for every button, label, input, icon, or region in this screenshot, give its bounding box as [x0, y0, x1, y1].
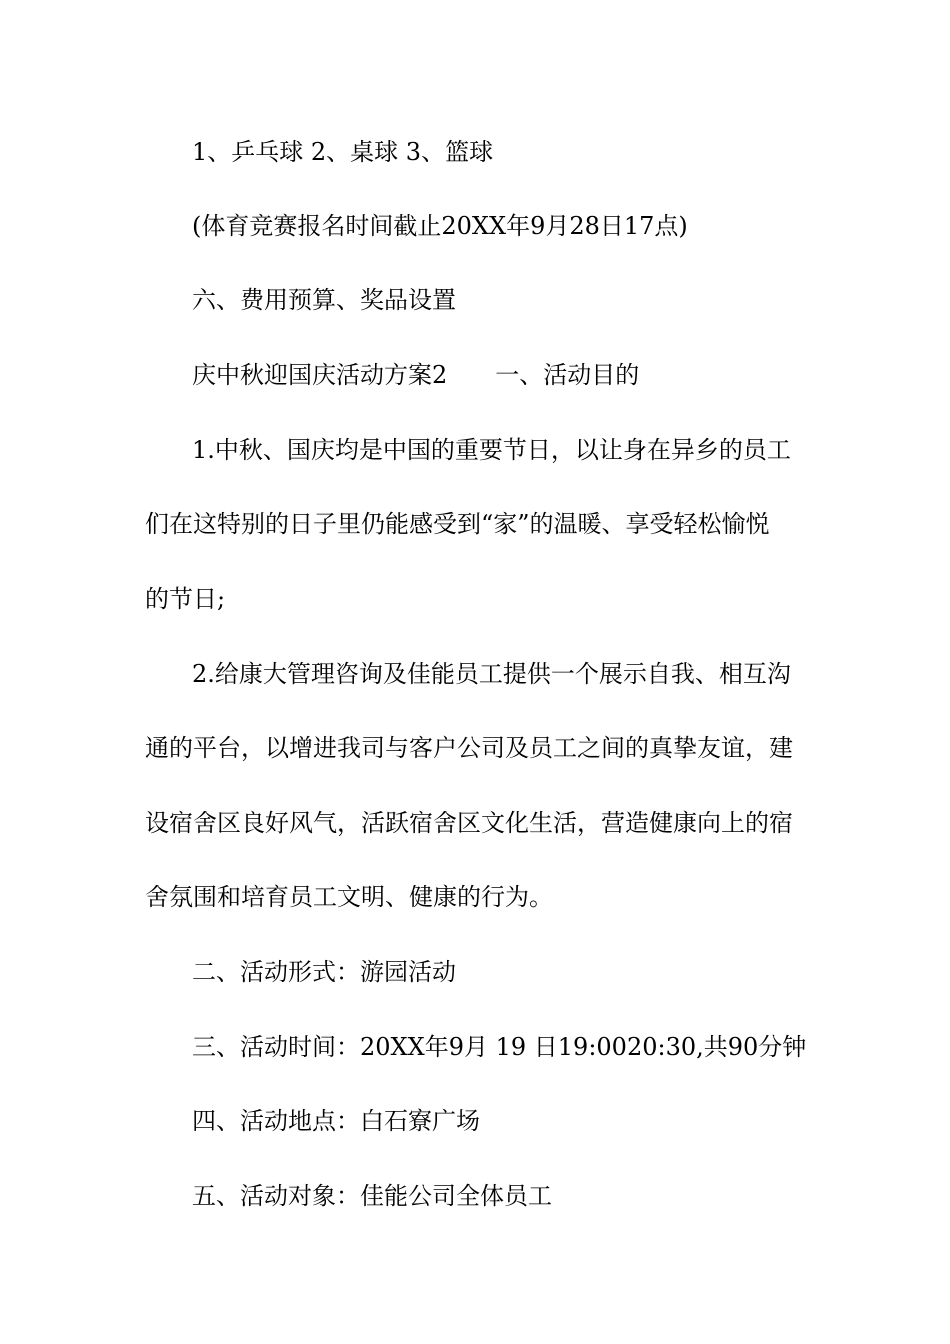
purpose-paragraph-2-line-2: 通的平台，以增进我司与客户公司及员工之间的真挚友谊，建	[145, 734, 793, 762]
purpose-paragraph-2-line-3: 设宿舍区良好风气，活跃宿舍区文化生活，营造健康向上的宿	[145, 809, 793, 837]
section-heading-budget: 六、费用预算、奖品设置	[192, 286, 456, 314]
purpose-paragraph-2-line-4: 舍氛围和培育员工文明、健康的行为。	[145, 883, 553, 911]
purpose-paragraph-2-line-1: 2.给康大管理咨询及佳能员工提供一个展示自我、相互沟	[192, 660, 791, 688]
section-heading-activity-form: 二、活动形式：游园活动	[192, 958, 456, 986]
plan-title-line: 庆中秋迎国庆活动方案2 一、活动目的	[192, 361, 640, 389]
registration-deadline-line: (体育竞赛报名时间截止20XX年9月28日17点)	[192, 212, 688, 240]
section-heading-activity-audience: 五、活动对象：佳能公司全体员工	[192, 1182, 552, 1210]
section-heading-activity-location: 四、活动地点：白石寮广场	[192, 1107, 480, 1135]
purpose-paragraph-1-line-2: 们在这特别的日子里仍能感受到“家”的温暖、享受轻松愉悦	[145, 510, 770, 538]
sports-list-line: 1、乒乓球 2、桌球 3、篮球	[192, 138, 494, 166]
purpose-paragraph-1-line-1: 1.中秋、国庆均是中国的重要节日，以让身在异乡的员工	[192, 436, 791, 464]
purpose-paragraph-1-line-3: 的节日;	[145, 585, 226, 613]
section-heading-activity-time: 三、活动时间：20XX年9月 19 日19:0020:30,共90分钟	[192, 1033, 807, 1061]
